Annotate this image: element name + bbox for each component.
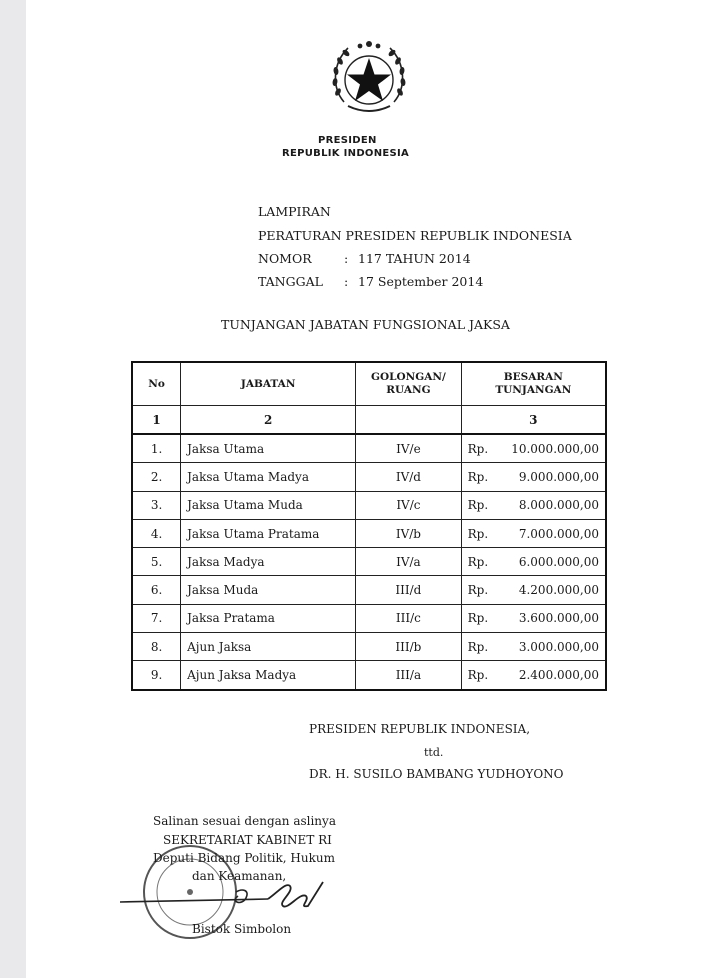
nomor-label: NOMOR (258, 251, 312, 266)
copy-note-line-3: Deputi Bidang Politik, Hukum (153, 851, 335, 865)
cell-besaran (461, 661, 606, 690)
cell-golongan: IV/d (356, 463, 461, 491)
cell-jabatan: Jaksa Muda (181, 576, 356, 604)
cell-jabatan: Jaksa Pratama (181, 604, 356, 632)
amount-value: 10.000.000,00 (511, 441, 599, 456)
cell-no: 9. (132, 661, 181, 690)
header-golongan (356, 362, 461, 406)
header-golongan-line-1: GOLONGAN/ (371, 371, 446, 383)
cell-golongan: III/a (356, 661, 461, 690)
cell-no: 5. (132, 548, 181, 576)
amount-value: 6.000.000,00 (518, 554, 599, 569)
cell-besaran (461, 633, 606, 661)
signature-office: PRESIDEN REPUBLIK INDONESIA, (309, 722, 531, 736)
tanggal-value: 17 September 2014 (358, 274, 484, 289)
column-number-row (132, 406, 606, 435)
copy-note-name: Bistok Simbolon (192, 922, 292, 936)
cell-besaran (461, 463, 606, 491)
amount-value: 7.000.000,00 (518, 526, 599, 541)
currency-label: Rp. (467, 441, 489, 456)
column-number: 2 (181, 406, 356, 435)
allowance-table (131, 361, 607, 691)
currency-label: Rp. (467, 611, 489, 626)
cell-jabatan: Jaksa Utama Muda (181, 491, 356, 519)
currency-label: Rp. (467, 526, 489, 541)
currency-label: Rp. (467, 498, 489, 513)
cell-besaran (461, 434, 606, 463)
cell-jabatan: Jaksa Utama (181, 434, 356, 463)
amount-value: 9.000.000,00 (518, 469, 599, 484)
cell-jabatan: Ajun Jaksa (181, 633, 356, 661)
cell-jabatan: Jaksa Utama Madya (181, 463, 356, 491)
signature-ttd: ttd. (424, 746, 444, 759)
cell-no: 7. (132, 604, 181, 632)
currency-label: Rp. (467, 639, 489, 654)
cell-golongan: III/c (356, 604, 461, 632)
column-number: 1 (132, 406, 181, 435)
table-row (132, 633, 606, 661)
currency-label: Rp. (467, 583, 489, 598)
amount-value: 3.000.000,00 (518, 639, 599, 654)
cell-no: 3. (132, 491, 181, 519)
amount-value: 4.200.000,00 (518, 583, 599, 598)
header-besaran (461, 362, 606, 406)
cell-golongan: IV/a (356, 548, 461, 576)
cell-no: 4. (132, 519, 181, 547)
currency-label: Rp. (467, 554, 489, 569)
handwritten-signature (118, 862, 328, 922)
cell-besaran (461, 576, 606, 604)
table-row (132, 434, 606, 463)
table-header-row (132, 362, 606, 406)
cell-golongan: IV/c (356, 491, 461, 519)
table-row (132, 604, 606, 632)
cell-jabatan: Jaksa Madya (181, 548, 356, 576)
table-row (132, 463, 606, 491)
copy-note-line-1: Salinan sesuai dengan aslinya (153, 814, 336, 828)
cell-jabatan: Ajun Jaksa Madya (181, 661, 356, 690)
table-row (132, 491, 606, 519)
currency-label: Rp. (467, 469, 489, 484)
table-row (132, 661, 606, 690)
presidential-emblem-icon (326, 36, 412, 118)
header-jabatan: JABATAN (181, 362, 356, 406)
cell-jabatan: Jaksa Utama Pratama (181, 519, 356, 547)
tanggal-label: TANGGAL (258, 274, 323, 289)
table-row (132, 576, 606, 604)
document-title: TUNJANGAN JABATAN FUNGSIONAL JAKSA (221, 317, 510, 332)
column-number-empty (356, 406, 461, 435)
header-line-1: PRESIDEN (318, 135, 377, 146)
cell-golongan: III/b (356, 633, 461, 661)
signature-name: DR. H. SUSILO BAMBANG YUDHOYONO (309, 767, 564, 781)
lampiran-tanggal-row (258, 274, 483, 289)
currency-label: Rp. (467, 668, 489, 683)
cell-golongan: IV/b (356, 519, 461, 547)
amount-value: 8.000.000,00 (518, 498, 599, 513)
cell-golongan: IV/e (356, 434, 461, 463)
cell-besaran (461, 548, 606, 576)
amount-value: 2.400.000,00 (518, 668, 599, 683)
column-number: 3 (461, 406, 606, 435)
table-row (132, 519, 606, 547)
cell-no: 6. (132, 576, 181, 604)
header-besaran-line-2: TUNJANGAN (495, 384, 572, 396)
copy-note-line-2: SEKRETARIAT KABINET RI (163, 833, 332, 847)
header-no: No (132, 362, 181, 406)
header-golongan-line-2: RUANG (386, 384, 431, 396)
lampiran-regulation: PERATURAN PRESIDEN REPUBLIK INDONESIA (258, 228, 572, 243)
tanggal-colon: : (344, 274, 349, 289)
cell-no: 8. (132, 633, 181, 661)
nomor-colon: : (344, 251, 349, 266)
lampiran-nomor-row (258, 251, 471, 266)
cell-besaran (461, 519, 606, 547)
document-page (26, 0, 719, 978)
cell-no: 2. (132, 463, 181, 491)
header-line-2: REPUBLIK INDONESIA (282, 148, 410, 159)
amount-value: 3.600.000,00 (518, 611, 599, 626)
header-besaran-line-1: BESARAN (503, 371, 563, 383)
cell-no: 1. (132, 434, 181, 463)
lampiran-title: LAMPIRAN (258, 204, 331, 219)
copy-note-line-4: dan Keamanan, (192, 869, 287, 883)
cell-besaran (461, 491, 606, 519)
nomor-value: 117 TAHUN 2014 (358, 251, 471, 266)
table-row (132, 548, 606, 576)
cell-golongan: III/d (356, 576, 461, 604)
cell-besaran (461, 604, 606, 632)
